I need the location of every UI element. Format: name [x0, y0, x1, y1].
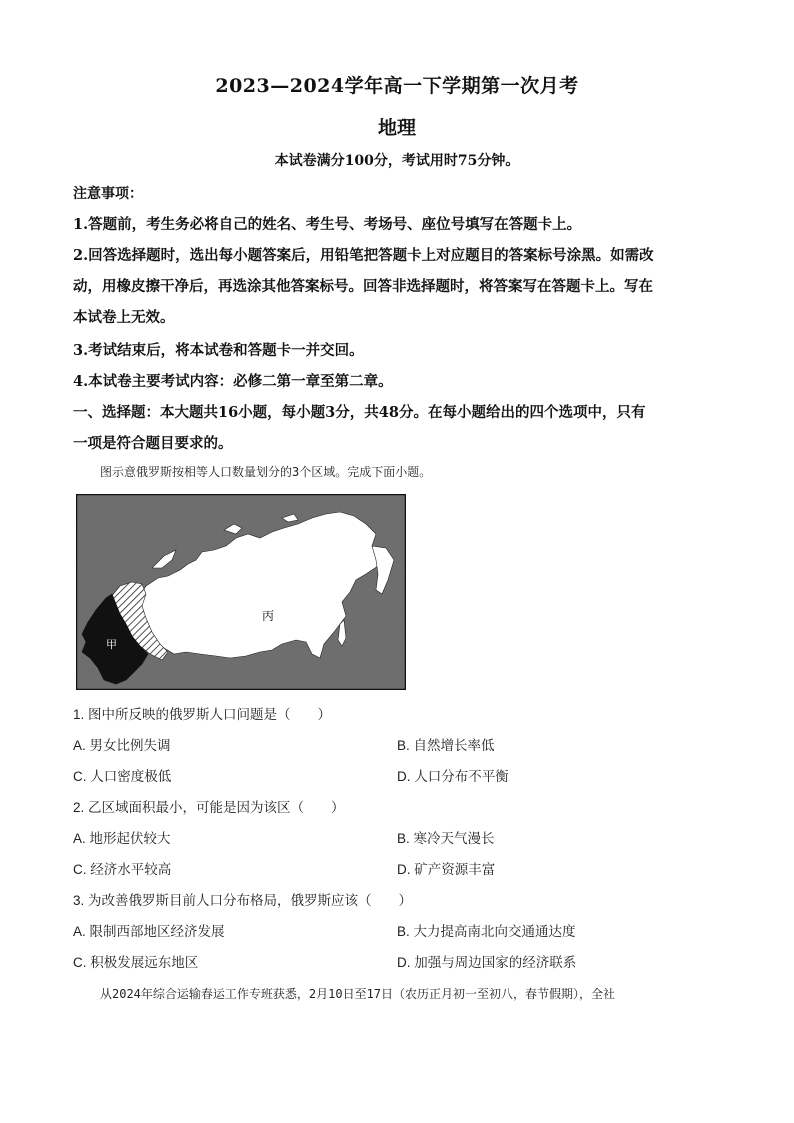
section-heading-line-1: 一、选择题：本大题共16小题，每小题3分，共48分。在每小题给出的四个选项中，只有 [73, 404, 646, 421]
question-1-option-d[interactable]: D. 人口分布不平衡 [397, 769, 509, 784]
exam-title: 2023—2024学年高一下学期第一次月考 [215, 75, 579, 97]
question-3-option-a[interactable]: A. 限制西部地区经济发展 [73, 924, 225, 939]
question-2-option-a[interactable]: A. 地形起伏较大 [73, 831, 171, 846]
exam-subject: 地理 [377, 117, 416, 139]
notes-line-2: 2.回答选择题时，选出每小题答案后，用铅笔把答题卡上对应题目的答案标号涂黑。如需改 [73, 247, 654, 264]
next-passage-intro: 从2024年综合运输春运工作专班获悉，2月10日至17日（农历正月初一至初八，春节假期），全社 [100, 987, 616, 1001]
question-2-option-b[interactable]: B. 寒冷天气漫长 [397, 831, 495, 846]
label-jia: 甲 [106, 638, 117, 651]
notes-line-3: 动，用橡皮擦干净后，再选涂其他答案标号。回答非选择题时，将答案写在答题卡上。写在 [73, 278, 653, 295]
exam-info: 本试卷满分100分，考试用时75分钟。 [274, 153, 520, 169]
question-2-stem: 2. 乙区域面积最小，可能是因为该区（ ） [73, 800, 345, 815]
question-2-option-c[interactable]: C. 经济水平较高 [73, 862, 172, 877]
notes-heading: 注意事项： [73, 186, 143, 202]
question-3-option-d[interactable]: D. 加强与周边国家的经济联系 [397, 955, 577, 970]
notes-line-1: 1.答题前，考生务必将自己的姓名、考生号、考场号、座位号填写在答题卡上。 [73, 216, 582, 233]
question-1-stem: 1. 图中所反映的俄罗斯人口问题是（ ） [73, 707, 332, 722]
notes-line-6: 4.本试卷主要考试内容：必修二第一章至第二章。 [73, 373, 393, 390]
question-1-option-a[interactable]: A. 男女比例失调 [73, 738, 171, 753]
notes-line-5: 3.考试结束后，将本试卷和答题卡一并交回。 [73, 342, 364, 359]
map-caption: 图示意俄罗斯按相等人口数量划分的3个区域。完成下面小题。 [100, 465, 432, 479]
question-1-option-c[interactable]: C. 人口密度极低 [73, 769, 172, 784]
question-2-option-d[interactable]: D. 矿产资源丰富 [397, 862, 496, 877]
question-3-option-c[interactable]: C. 积极发展远东地区 [73, 955, 199, 970]
question-3-option-b[interactable]: B. 大力提高南北向交通通达度 [397, 924, 576, 939]
question-3-stem: 3. 为改善俄罗斯目前人口分布格局，俄罗斯应该（ ） [73, 893, 413, 908]
russia-population-map [76, 494, 406, 690]
question-1-option-b[interactable]: B. 自然增长率低 [397, 738, 495, 753]
label-bing: 丙 [262, 609, 275, 623]
notes-line-4: 本试卷上无效。 [73, 309, 175, 326]
section-heading-line-2: 一项是符合题目要求的。 [73, 435, 233, 452]
